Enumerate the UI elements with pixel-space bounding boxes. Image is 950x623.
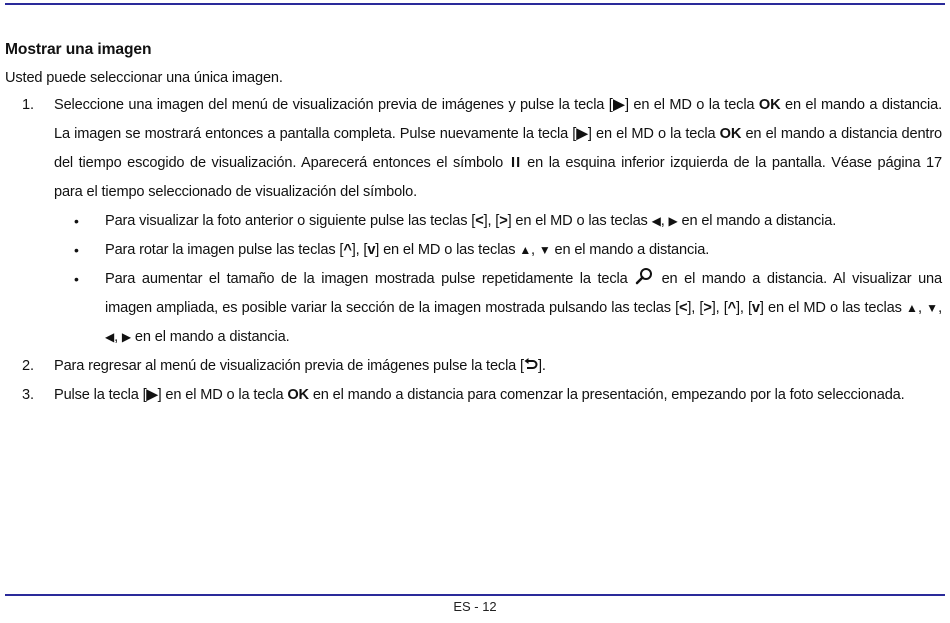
steps-list xyxy=(5,91,942,410)
step-text: ] en el MD o la tecla xyxy=(624,97,759,113)
left-key-icon: < xyxy=(475,213,484,229)
step-number: 3. xyxy=(22,387,34,403)
right-key-icon: > xyxy=(499,213,508,229)
bullet-marker: • xyxy=(74,242,79,258)
bullet-text: Para visualizar la foto anterior o siguiente pulse las teclas [ xyxy=(105,213,476,229)
play-key-icon: ▶ xyxy=(576,126,588,142)
document-body xyxy=(5,38,942,410)
down-key-icon: v xyxy=(751,300,760,316)
bullet-text: en el mando a distancia. xyxy=(550,242,710,258)
bullet-text: ], [ xyxy=(711,300,728,316)
bullet-marker: • xyxy=(74,271,79,287)
up-triangle-icon: ▲ xyxy=(519,243,532,257)
bullet-item-zoom xyxy=(54,265,942,352)
step-text: ] en el MD o la tecla xyxy=(587,126,720,142)
section-title: Mostrar una imagen xyxy=(5,41,152,58)
bullet-text: ] en el MD o las teclas xyxy=(759,300,906,316)
step-text: Para regresar al menú de visualización previa de imágenes pulse la tecla [ xyxy=(54,358,524,374)
return-icon xyxy=(524,358,538,371)
page-number: ES - 12 xyxy=(453,599,497,614)
bullet-text: , xyxy=(660,213,669,229)
bullet-text: ] en el MD o las teclas xyxy=(507,213,652,229)
step-text: en el mando a distancia. La imagen se mostrará entonces a pantalla completa. Pulse nuevamente la tecla [ xyxy=(54,97,942,142)
bottom-rule xyxy=(5,594,945,596)
bullet-marker: • xyxy=(74,213,79,229)
right-triangle-icon: ▶ xyxy=(121,330,131,344)
play-key-icon: ▶ xyxy=(146,387,158,403)
step-2 xyxy=(5,352,942,381)
step-text: Pulse la tecla [ xyxy=(54,387,147,403)
left-key-icon: < xyxy=(679,300,688,316)
pause-symbol-icon: II xyxy=(511,155,522,171)
top-rule xyxy=(5,3,945,5)
step-text: en el mando a distancia para comenzar la presentación, empezando por la foto seleccionada. xyxy=(308,387,905,403)
bullet-list xyxy=(54,207,942,352)
ok-key: OK xyxy=(287,387,309,403)
up-key-icon: ^ xyxy=(727,300,736,316)
left-triangle-icon: ◀ xyxy=(105,330,115,344)
bullet-item-rotate xyxy=(54,236,942,265)
bullet-text: , xyxy=(938,300,943,316)
magnifier-icon xyxy=(634,267,654,285)
step-text: en la esquina inferior izquierda de la pantalla. Véase página 17 para el tiempo seleccionado de visualización del símbolo. xyxy=(54,155,942,200)
play-key-icon: ▶ xyxy=(612,97,625,113)
step-text: ] en el MD o la tecla xyxy=(157,387,288,403)
step-3 xyxy=(5,381,942,410)
step-text: Seleccione una imagen del menú de visualización previa de imágenes y pulse la tecla [ xyxy=(54,97,613,113)
step-text: ]. xyxy=(537,358,546,374)
bullet-text: en el mando a distancia. Al visualizar una imagen ampliada, es posible variar la sección de la imagen mostrada pulsando las teclas [ xyxy=(105,271,942,316)
up-key-icon: ^ xyxy=(343,242,352,258)
down-triangle-icon: ▼ xyxy=(926,301,939,315)
up-triangle-icon: ▲ xyxy=(905,301,918,315)
intro-text: Usted puede seleccionar una única imagen. xyxy=(5,70,283,86)
bullet-text: ] en el MD o las teclas xyxy=(375,242,520,258)
bullet-text: ], [ xyxy=(687,300,704,316)
ok-key: OK xyxy=(719,126,742,142)
bullet-text: , xyxy=(531,242,539,258)
step-number: 1. xyxy=(22,97,34,113)
right-key-icon: > xyxy=(703,300,712,316)
bullet-text: ], [ xyxy=(735,300,752,316)
bullet-text: Para aumentar el tamaño de la imagen mostrada pulse repetidamente la tecla xyxy=(105,271,628,287)
bullet-text: ], [ xyxy=(351,242,368,258)
bullet-text: en el mando a distancia. xyxy=(677,213,837,229)
bullet-text: ], [ xyxy=(483,213,500,229)
bullet-item-prev-next xyxy=(54,207,942,236)
bullet-text: , xyxy=(917,300,927,316)
step-text: en el mando a distancia dentro del tiempo escogido de visualización. Aparecerá entonces el símbolo xyxy=(54,126,943,171)
down-key-icon: v xyxy=(367,242,376,258)
down-triangle-icon: ▼ xyxy=(538,243,551,257)
bullet-text: , xyxy=(114,329,122,345)
bullet-text: Para rotar la imagen pulse las teclas [ xyxy=(105,242,344,258)
step-number: 2. xyxy=(22,358,34,374)
right-triangle-icon: ▶ xyxy=(668,214,678,228)
bullet-text: en el mando a distancia. xyxy=(131,329,290,345)
ok-key: OK xyxy=(758,97,781,113)
left-triangle-icon: ◀ xyxy=(651,214,661,228)
step-1 xyxy=(5,91,942,352)
